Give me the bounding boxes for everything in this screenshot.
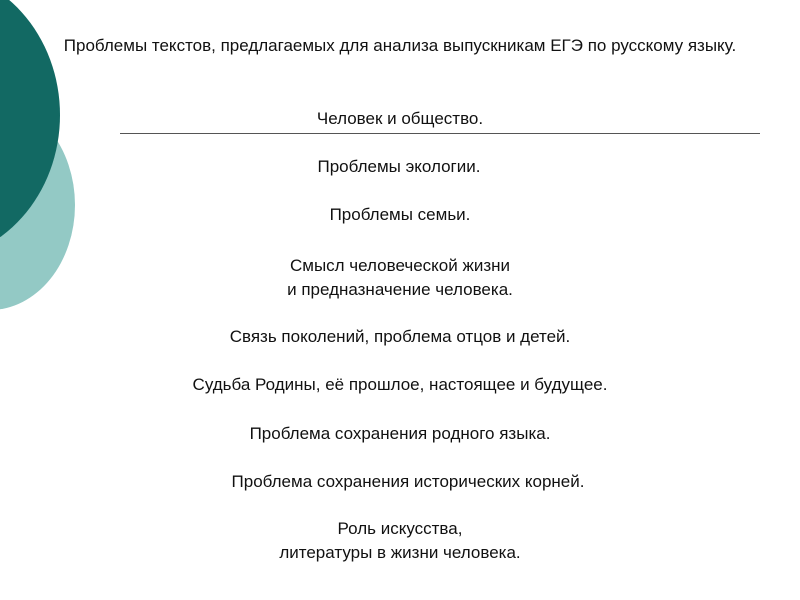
topic-generations: Связь поколений, проблема отцов и детей. xyxy=(229,327,571,346)
topic-ecology: Проблемы экологии. xyxy=(317,157,481,176)
topic-meaning-of-life-line1: Смысл человеческой жизни xyxy=(289,256,511,275)
title-divider xyxy=(120,133,760,134)
slide-title: Проблемы текстов, предлагаемых для анализа выпускникам ЕГЭ по русскому языку. xyxy=(63,36,737,55)
topic-native-language: Проблема сохранения родного языка. xyxy=(249,424,551,443)
topic-family: Проблемы семьи. xyxy=(329,205,471,224)
topic-art-line2: литературы в жизни человека. xyxy=(279,543,521,562)
topic-homeland: Судьба Родины, её прошлое, настоящее и будущее. xyxy=(192,375,608,394)
slide-subtitle: Человек и общество. xyxy=(316,109,484,128)
topic-meaning-of-life-line2: и предназначение человека. xyxy=(287,280,513,299)
topic-art-line1: Роль искусства, xyxy=(337,519,463,538)
topic-historical-roots: Проблема сохранения исторических корней. xyxy=(231,472,585,491)
